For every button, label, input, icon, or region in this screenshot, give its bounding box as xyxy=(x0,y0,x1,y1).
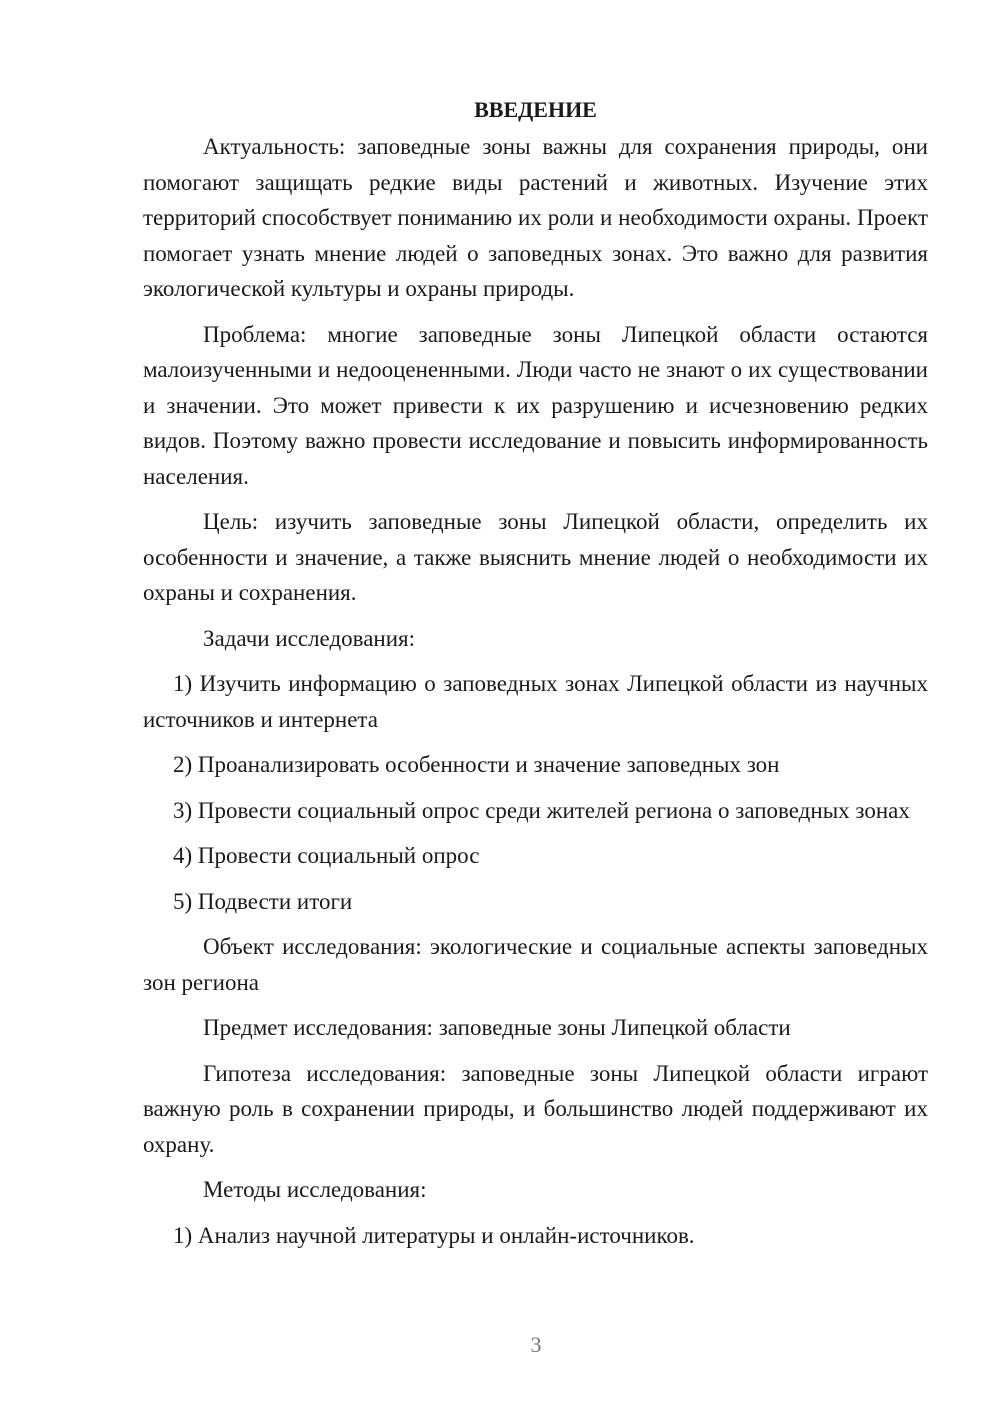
document-page xyxy=(143,92,928,1263)
page-number: 3 xyxy=(530,1332,542,1357)
task-item-2: 2) Проанализировать особенности и значение заповедных зон xyxy=(173,752,780,777)
paragraph-relevance: Актуальность: заповедные зоны важны для сохранения природы, они помогают защищать редкие виды растений и животных. Изучение этих территорий способствует пониманию их роли и необходимости охраны. Проект помогает узнать мнение людей о заповедных зонах. Это важно для развития экологической культуры и охраны природы. xyxy=(143,134,928,301)
paragraph-hypothesis: Гипотеза исследования: заповедные зоны Липецкой области играют важную роль в сохранении природы, и большинство людей поддерживают их охрану. xyxy=(143,1060,928,1157)
task-item-5: 5) Подвести итоги xyxy=(173,888,353,914)
tasks-heading: Задачи исследования: xyxy=(203,625,416,651)
paragraph-subject: Предмет исследования: заповедные зоны Липецкой области xyxy=(203,1015,791,1040)
paragraph-problem: Проблема: многие заповедные зоны Липецкой области остаются малоизученными и недооцененными. Люди часто не знают о их существовании и значении. Это может привести к их разрушению и исчезновению редких видов. Поэтому важно провести исследование и повысить информированность населения. xyxy=(143,321,928,489)
section-title: ВВЕДЕНИЕ xyxy=(474,97,597,122)
task-item-3: 3) Провести социальный опрос среди жителей региона о заповедных зонах xyxy=(173,797,910,823)
task-item-1: 1) Изучить информацию о заповедных зонах Липецкой области из научных источников и интернета xyxy=(143,671,928,732)
paragraph-goal: Цель: изучить заповедные зоны Липецкой области, определить их особенности и значение, а также выяснить мнение людей о необходимости их охраны и сохранения. xyxy=(143,509,928,605)
task-item-4: 4) Провести социальный опрос xyxy=(173,843,480,868)
methods-heading: Методы исследования: xyxy=(203,1177,427,1202)
method-item-1: 1) Анализ научной литературы и онлайн-источников. xyxy=(173,1222,695,1248)
paragraph-object: Объект исследования: экологические и социальные аспекты заповедных зон региона xyxy=(143,934,928,995)
